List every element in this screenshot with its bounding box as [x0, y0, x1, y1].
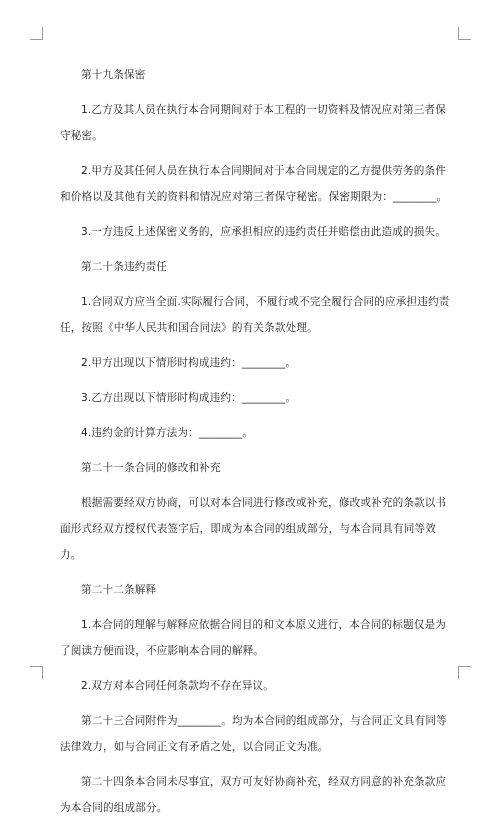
article-19-heading: 第十九条保密 [81, 69, 146, 81]
article-24-body: 第二十四条本合同未尽事宜，双方可友好协商补充，经双方同意的补充条款应为本合同的组成部分。 [60, 776, 447, 814]
article-20-clause-4: 4.违约金的计算方法为：________。 [81, 427, 254, 439]
article-22-heading: 第二十二条解释 [81, 584, 157, 596]
article-20-heading: 第二十条违约责任 [81, 261, 167, 273]
article-21-heading: 第二十一条合同的修改和补充 [81, 462, 221, 474]
document-body [60, 62, 450, 830]
article-20-clause-3: 3.乙方出现以下情形时构成违约：________。 [81, 392, 297, 404]
article-20-clause-2: 2.甲方出现以下情形时构成违约：________。 [81, 357, 297, 369]
crop-mark-bottom-right [458, 666, 471, 679]
article-21-body: 根据需要经双方协商，可以对本合同进行修改或补充，修改或补充的条款以书面形式经双方授权代表签字后，即成为本合同的组成部分，与本合同具有同等效力。 [60, 497, 447, 561]
article-19-clause-2: 2.甲方及其任何人员在执行本合同期间对于本合同规定的乙方提供劳务的条件和价格以及其他有关的资料和情况应对第三者保守秘密。保密期限为：________。 [60, 165, 448, 203]
crop-mark-bottom-left [30, 666, 43, 679]
article-20-clause-1: 1.合同双方应当全面.实际履行合同，不履行或不完全履行合同的应承担违约责任，按照《中华人民共和国合同法》的有关条款处理。 [60, 296, 450, 334]
article-22-clause-2: 2.双方对本合同任何条款均不存在异议。 [81, 680, 275, 692]
article-19-clause-1: 1.乙方及其人员在执行本合同期间对于本工程的一切资料及情况应对第三者保守秘密。 [60, 104, 446, 142]
article-19-clause-3: 3.一方违反上述保密义务的，应承担相应的违约责任并赔偿由此造成的损失。 [81, 226, 446, 238]
article-22-clause-1: 1.本合同的理解与解释应依据合同目的和文本原义进行，本合同的标题仅是为了阅读方便而设，不应影响本合同的解释。 [60, 619, 446, 657]
crop-mark-top-left [30, 27, 43, 40]
crop-mark-top-right [458, 27, 471, 40]
article-23-body: 第二十三合同附件为________。均为本合同的组成部分，与合同正文具有同等法律效力，如与合同正文有矛盾之处，以合同正文为准。 [60, 715, 447, 753]
